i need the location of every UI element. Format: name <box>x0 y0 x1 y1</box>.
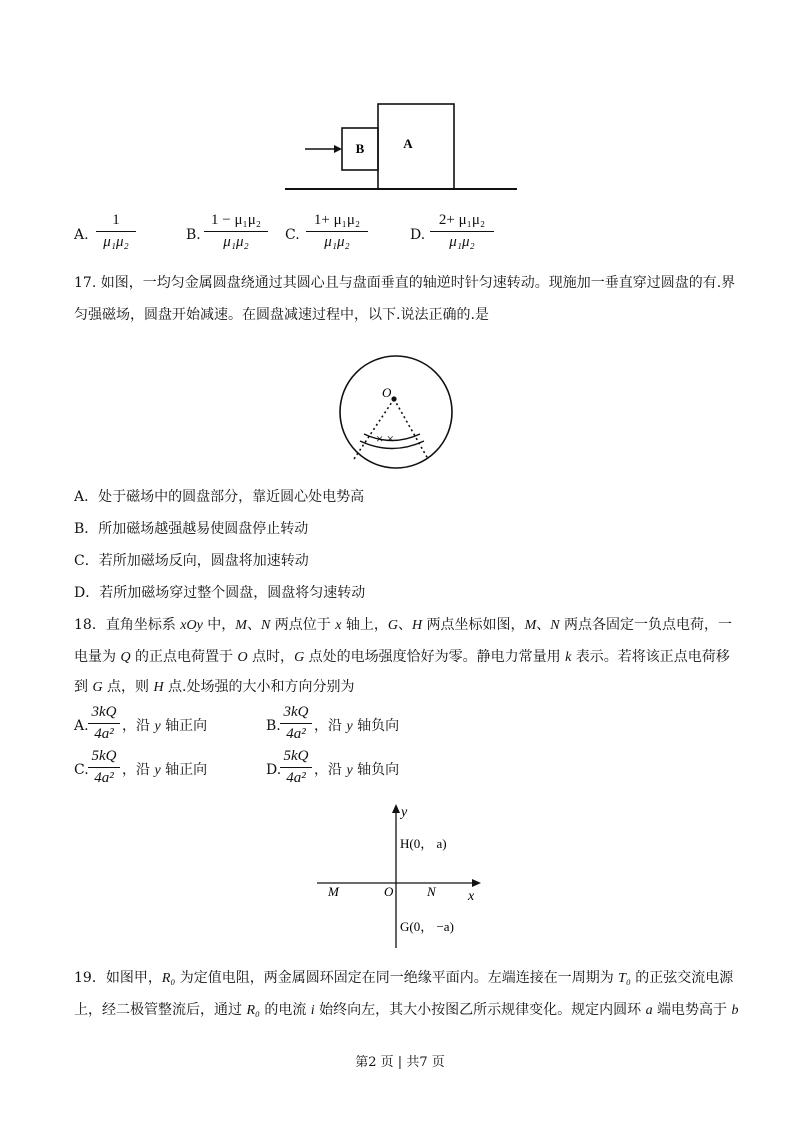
y-axis-label: y <box>401 805 408 820</box>
axes-figure <box>315 800 490 950</box>
point-m-label: M <box>328 884 339 899</box>
disk-figure <box>326 353 476 471</box>
q17-option-b: B．所加磁场越强越易使圆盘停止转动 <box>74 521 309 537</box>
q18-stem-line2: 电量为 Q 的正点电荷置于 O 点时，G 点处的电场强度恰好为零。静电力常量用 k 表示。若将该正点电荷移 <box>74 649 730 665</box>
q16-option-b-letter: B. <box>186 227 201 243</box>
q17-option-c: C．若所加磁场反向，圆盘将加速转动 <box>74 553 309 569</box>
q17-option-a: A．处于磁场中的圆盘部分，靠近圆心处电势高 <box>74 489 365 505</box>
q16-option-a-fraction: $\frac{1}{\text{μ₁μ₂}}$ <box>96 212 136 251</box>
q18-stem-line3: 到 G 点，则 H 点.处场强的大小和方向分别为 <box>74 679 355 695</box>
point-h-label: H(0， a) <box>400 836 447 851</box>
q17-stem-line2: 匀强磁场，圆盘开始减速。在圆盘减速过程中，以下.说法正确的.是 <box>74 307 489 323</box>
sector-right-edge <box>394 399 428 459</box>
disk-center-label: O <box>382 385 392 400</box>
y-axis-arrow <box>392 804 400 813</box>
q18-option-a-fraction: $\frac{3kQ}{\text{4a²}}$ <box>88 704 120 743</box>
q18-option-d-direction: ，沿 y 轴负向 <box>314 762 400 778</box>
q18-option-c-direction: ，沿 y 轴正向 <box>122 762 208 778</box>
blocks-figure <box>285 100 517 195</box>
q18-option-b-letter: B. <box>266 718 281 734</box>
sector-left-edge <box>354 399 394 459</box>
q19-stem-line1: 19．如图甲，R₀ 为定值电阻，两金属圆环固定在同一绝缘平面内。左端连接在一周期为 T₀ 的正弦交流电源 <box>74 970 734 986</box>
q18-option-b-direction: ，沿 y 轴负向 <box>314 718 400 734</box>
block-a <box>378 104 454 189</box>
point-g-label: G(0， −a) <box>400 919 454 934</box>
q17-stem-line1: 17. 如图，一均匀金属圆盘绕通过其圆心且与盘面垂直的轴逆时针匀速转动。现施加一垂直穿过圆盘的有.界 <box>74 275 736 291</box>
q16-option-b-fraction: $\frac{\text{1 − μ₁μ₂}}{\text{μ₁μ₂}}$ <box>204 212 268 251</box>
origin-label: O <box>384 884 394 899</box>
q16-option-d-fraction: $\frac{\text{2+ μ₁μ₂}}{\text{μ₁μ₂}}$ <box>430 212 494 251</box>
q16-option-c-letter: C. <box>285 227 300 243</box>
q18-stem-line1: 18．直角坐标系 xOy 中，M、N 两点位于 x 轴上，G、H 两点坐标如图，M、N 两点各固定一负点电荷，一 <box>74 617 733 633</box>
q18-option-a-letter: A. <box>74 718 89 734</box>
q18-option-d-letter: D. <box>266 762 282 778</box>
block-b-label: B <box>355 141 365 156</box>
point-n-label: N <box>427 884 436 899</box>
q16-option-c-fraction: $\frac{\text{1+ μ₁μ₂}}{\text{μ₁μ₂}}$ <box>306 212 368 251</box>
block-a-label: A <box>403 136 413 151</box>
disk-outline <box>340 356 452 468</box>
q17-option-d: D．若所加磁场穿过整个圆盘，圆盘将匀速转动 <box>74 585 366 601</box>
x-axis-label: x <box>468 889 475 904</box>
q18-option-a-direction: ，沿 y 轴正向 <box>122 718 208 734</box>
q19-stem-line2: 上，经二极管整流后，通过 R₀ 的电流 i 始终向左，其大小按图乙所示规律变化。规定内圆环 a 端电势高于 b <box>74 1002 739 1018</box>
x-axis-arrow <box>472 879 481 887</box>
q18-option-c-letter: C. <box>74 762 89 778</box>
page-footer: 第2 页 | 共7 页 <box>355 1055 445 1070</box>
push-arrow-head <box>334 145 342 153</box>
q18-option-c-fraction: $\frac{5kQ}{\text{4a²}}$ <box>88 748 120 787</box>
q16-option-a-letter: A. <box>74 227 89 243</box>
q18-option-d-fraction: $\frac{5kQ}{\text{4a²}}$ <box>280 748 312 787</box>
q16-option-d-letter: D. <box>410 227 426 243</box>
field-marks: × × <box>376 431 394 446</box>
q18-option-b-fraction: $\frac{3kQ}{\text{4a²}}$ <box>280 704 312 743</box>
